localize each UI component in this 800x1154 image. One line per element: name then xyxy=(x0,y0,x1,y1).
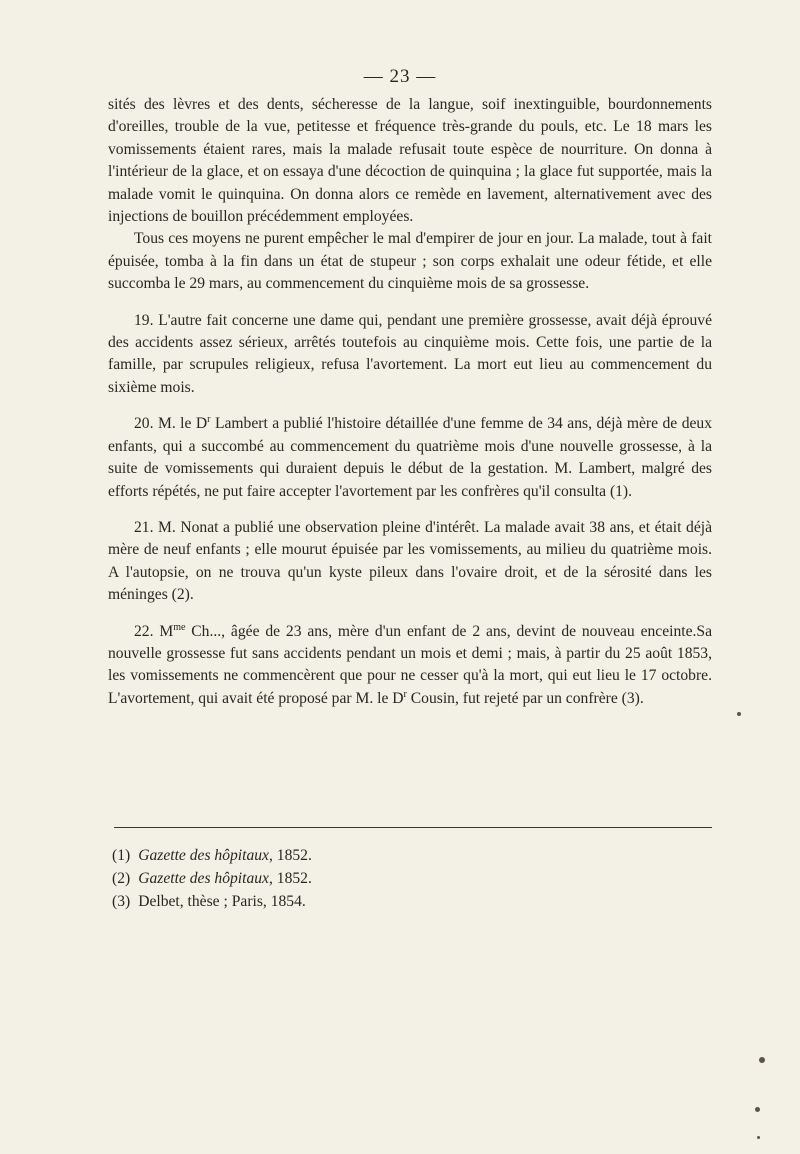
case-22-sup2: r xyxy=(403,688,407,700)
case-20-sup: r xyxy=(207,414,211,426)
footnote-3: (3) Delbet, thèse ; Paris, 1854. xyxy=(112,893,306,910)
case-22-middle: Ch..., âgée de 23 ans, mère d'un enfant de 2 ans, devint de nouveau enceinte.Sa nouvelle grossesse fut sans accidents pendant un mois et demi ; mais, à partir du 25 août 1853, les vomissements ne commencèrent que pour ne cesser qu'à la mort, qui eut lieu le 17 octobre. L'avortement, qui avait été proposé par M. le D xyxy=(108,622,713,707)
footnote-divider xyxy=(114,827,712,828)
paragraph-case-20 xyxy=(108,413,712,503)
paragraph-disease-progression: Tous ces moyens ne purent empêcher le mal d'empirer de jour en jour. La malade, tout à fait épuisée, tomba à la fin dans un état de stupeur ; son corps exhalait une odeur fétide, et elle succomba le 29 mars, au commencement du cinquième mois de sa grossesse. xyxy=(108,230,712,293)
footnotes xyxy=(112,844,712,913)
paper-speck xyxy=(755,1107,760,1112)
page-number: — 23 — xyxy=(363,66,437,87)
case-20-body: Lambert a publié l'histoire détaillée d'une femme de 34 ans, déjà mère de deux enfants, qui a succombé au commencement du quatrième mois d'une nouvelle grossesse, à la suite de vomissements qui duraient depuis le début de la gestation. M. Lambert, malgré des efforts répétés, ne put faire accepter l'avortement par les confrères qu'il consulta (1). xyxy=(108,415,713,500)
paper-speck xyxy=(759,1057,765,1063)
case-22-lead: 22. M xyxy=(134,622,174,640)
paragraph-case-22 xyxy=(108,621,712,711)
paragraph-case-21: 21. M. Nonat a publié une observation pleine d'intérêt. La malade avait 38 ans, et était déjà mère de neuf enfants ; elle mourut épuisée par les vomissements, au milieu du quatrième mois. A l'autopsie, on ne trouva qu'un kyste pileux dans l'ovaire droit, et de la sérosité dans les méninges (2). xyxy=(108,518,712,604)
case-22-sup: me xyxy=(173,621,186,633)
paper-speck xyxy=(757,1136,760,1139)
paragraph-case-19: 19. L'autre fait concerne une dame qui, pendant une première grossesse, avait déjà éprouvé des accidents assez sérieux, arrêtés toutefois au cinquième mois. Cette fois, une partie de la famille, par scrupules religieux, refusa l'avortement. La mort eut lieu au commencement du sixième mois. xyxy=(108,311,712,396)
footnote-1: (1) Gazette des hôpitaux, 1852. xyxy=(112,847,312,864)
main-text xyxy=(108,94,712,710)
paragraph-continuation: sités des lèvres et des dents, sécheresse de la langue, soif inextinguible, bourdonnements d'oreilles, trouble de la vue, petitesse et fréquence très-grande du pouls, etc. Le 18 mars les vomissements étaient rares, mais la malade refusait toute espèce de nourriture. On donna à l'intérieur de la glace, et on essaya d'une décoction de quinquina ; la glace fut supportée, mais la malade vomit le quinquina. On donna alors ce remède en lavement, alternativement avec des injections de bouillon précédemment employées. xyxy=(108,96,712,226)
case-20-lead: 20. M. le D xyxy=(134,415,208,433)
paper-speck xyxy=(737,712,741,716)
footnote-2: (2) Gazette des hôpitaux, 1852. xyxy=(112,870,312,887)
case-22-tail: Cousin, fut rejeté par un confrère (3). xyxy=(406,689,644,707)
